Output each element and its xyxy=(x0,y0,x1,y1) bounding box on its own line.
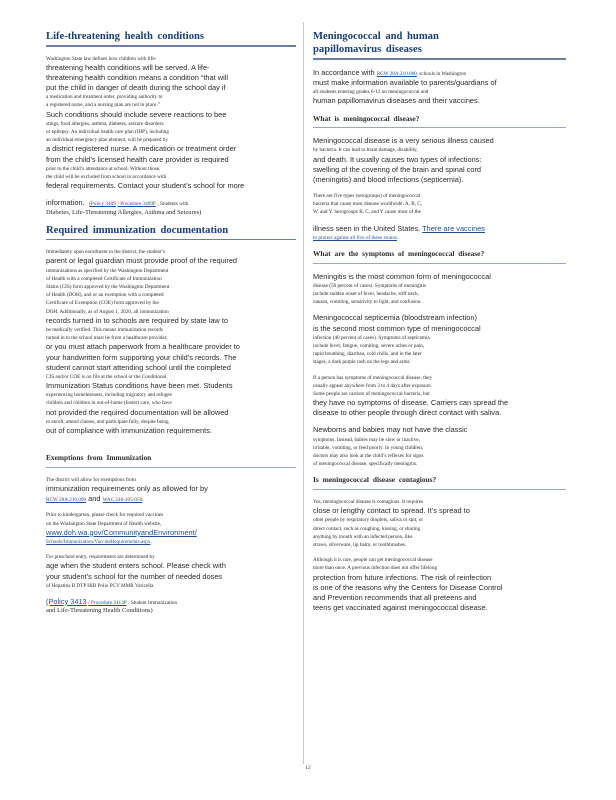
text-line: must make information available to parents/guardians of xyxy=(313,77,497,87)
preschool-policy-line xyxy=(46,597,296,607)
text-line: is the second most common type of meningococcal xyxy=(313,323,481,333)
symptoms-paragraph-3 xyxy=(313,374,566,419)
text-line: Immunization Status conditions have been met. Students xyxy=(46,381,233,391)
subsection-rule xyxy=(313,263,566,264)
policy-3409-link[interactable]: (Policy 3409 xyxy=(89,201,116,208)
text-line: and death. It usually causes two types of infections: xyxy=(313,154,482,164)
vaccine-website-line-1: Prior to kindergarten, please check for required vaccines xyxy=(46,512,164,519)
exemptions-line-2: immunization requirements only as allowed for by xyxy=(46,484,208,493)
paragraph-text xyxy=(313,78,566,107)
text-line: doctors may also look at the child’s reflexes for signs xyxy=(313,453,424,460)
text-line: your student’s school for the number of needed doses xyxy=(46,571,223,581)
text-line: Yes, meningococcal disease is contagious. It requires xyxy=(313,499,424,506)
text-line: records turned in to schools are required by state law to xyxy=(46,315,228,325)
text-line: disease (50 percent of cases). Symptoms of meningitis xyxy=(313,282,426,289)
text-line: immunizations as specified by the Washington Department xyxy=(46,267,169,274)
section-rule xyxy=(46,45,296,46)
text-line: threatening health condition means a condition “that will xyxy=(46,72,229,82)
section-rule xyxy=(313,58,566,59)
section-title-meningococcal-hpv: Meningococcal and human papillomavirus diseases xyxy=(313,31,439,56)
text-line: age when the student enters school. Please check with xyxy=(46,561,226,571)
text-line: swelling of the covering of the brain and spinal cord xyxy=(313,164,482,174)
text-line: There are five types (serogroups) of meningococcal xyxy=(313,193,421,200)
text-line: they have no symptoms of disease. Carriers can spread the xyxy=(313,398,509,408)
text-line: Meningitis is the most common form of meningococcal xyxy=(313,271,491,281)
procedure-3409p-link[interactable]: / Procedure 3409P xyxy=(117,201,156,208)
subsection-rule xyxy=(313,489,566,490)
text-line: of Hepatitis B DTP HIB Polio PCV MMR Varicella xyxy=(46,582,154,589)
text-line: out of compliance with immunization requirements. xyxy=(46,426,212,435)
paragraph-text xyxy=(313,498,566,549)
period: . xyxy=(142,497,144,504)
question-what-is-meningococcal: What is meningococcal disease? xyxy=(313,113,420,123)
section-title-life-threatening: Life-threatening health conditions xyxy=(46,31,205,42)
text-line: all students entering grades 6-12 on meningococcal and xyxy=(313,89,429,96)
vaccines-link-continued[interactable]: to protect against all five of these strains xyxy=(313,234,397,241)
text-line: the child will be excluded from school in accordance with xyxy=(46,173,167,180)
text-line: For preschool entry, requirements are determined by xyxy=(46,554,155,561)
vaccines-line xyxy=(313,224,566,242)
meningococcal-intro-rest xyxy=(313,78,566,107)
information-word: information. xyxy=(46,198,85,208)
text-line: from the child’s licensed health care provider is required xyxy=(46,154,229,164)
preschool-policy-title: and Life-Threatening Health Conditions) xyxy=(46,607,153,615)
preschool-paragraph xyxy=(46,553,296,590)
text-line: symptoms. Instead, babies may be slow or inactive, xyxy=(313,436,420,443)
life-threatening-policy-title: Diabetes, Life-Threatening Allergies, Asthma and Seizures) xyxy=(46,208,202,216)
exemptions-paragraph xyxy=(46,476,296,505)
text-line: Immediately upon enrollment in the district, the student’s xyxy=(46,249,166,256)
subsection-rule xyxy=(46,467,296,468)
rcw-28a-210-090-link[interactable]: RCW 28A.210.090 xyxy=(46,497,87,504)
vaccine-website-paragraph xyxy=(46,511,296,546)
question-contagious: Is meningococcal disease contagious? xyxy=(313,475,437,485)
left-column xyxy=(46,30,296,622)
column-divider xyxy=(303,22,304,764)
text-line: other people by respiratory droplets, saliva or spit, or xyxy=(313,517,424,524)
text-line: a registered nurse, and a nursing plan are not in place.” xyxy=(46,102,161,109)
text-line: Newborns and babies may not have the classic xyxy=(313,425,468,435)
text-line: protection from future infections. The risk of reinfection xyxy=(313,572,492,582)
text-line: of Health (DOH), and or an exemption with a completed xyxy=(46,292,164,299)
rcw-28a-210-080-link[interactable]: RCW 28A.210.080 xyxy=(376,70,417,77)
text-line: a district registered nurse. A medication or treatment order xyxy=(46,144,237,154)
life-threatening-paragraph xyxy=(46,55,296,192)
subsection-rule xyxy=(313,127,566,128)
text-line: or you must attach paperwork from a healthcare provider to xyxy=(46,342,240,352)
text-line: stings, food allergies, asthma, diabetes, seizure disorders xyxy=(46,120,164,127)
text-line: human papillomavirus diseases and their vaccines. xyxy=(313,96,480,106)
exemptions-line-1: The district will allow for exemptions from xyxy=(46,476,136,483)
paragraph-text xyxy=(313,556,566,613)
policy-3409-tail: , Students with xyxy=(157,201,189,208)
symptoms-paragraph-2 xyxy=(313,313,566,366)
text-line: disease to other people through direct contact with saliva. xyxy=(313,408,502,418)
text-line: be medically verified. This means immunization records xyxy=(46,326,164,333)
policy-3413-link[interactable]: (Policy 3413 xyxy=(46,596,87,606)
text-line: threatening health conditions will be served. A life- xyxy=(46,62,210,72)
meningococcal-intro-paragraph xyxy=(313,68,566,78)
text-line: Such conditions should include severe reactions to bee xyxy=(46,109,227,119)
subsection-title-exemptions: Exemptions from Immunization xyxy=(46,453,152,463)
contagious-paragraph-2 xyxy=(313,556,566,613)
text-line: nausea, vomiting, sensitivity to light, and confusion. xyxy=(313,299,422,306)
text-line: not provided the required documentation will be allowed xyxy=(46,407,229,417)
paragraph-text xyxy=(313,374,566,419)
text-line: a medication and treatment order, providing authority to xyxy=(46,94,163,101)
procedure-3413p-link[interactable]: / Procedure 3413P xyxy=(88,599,127,606)
paragraph-text xyxy=(313,272,566,307)
text-line: an individual emergency plan element, will be prepared by xyxy=(46,137,168,144)
text-line: is one of the reasons why the Centers for Disease Control xyxy=(313,582,503,592)
paragraph-text xyxy=(313,313,566,366)
contagious-paragraph-1 xyxy=(313,498,566,549)
text-line: and Prevention recommends that all preteens and xyxy=(313,592,477,602)
text-line: of meningococcal disease, specifically meningitis. xyxy=(313,461,418,468)
vaccines-link[interactable]: There are vaccines xyxy=(422,223,486,233)
paragraph-text xyxy=(46,248,296,436)
text-line: Certificate of Exemption (COE) form approved by the xyxy=(46,300,159,307)
text-line: DOH. Additionally, as of August 1, 2020, all immunization xyxy=(46,308,169,315)
wac-246-105-050-link[interactable]: WAC 246-105-050 xyxy=(102,497,143,504)
text-line: Although it is rare, people can get meningococcal disease xyxy=(313,557,433,564)
text-line: more than once. A previous infection does not offer lifelong xyxy=(313,565,438,572)
text-line: close or lengthy contact to spread. It’s spread to xyxy=(313,506,470,516)
text-line: W, and Y. Serogroups B, C, and Y cause most of the xyxy=(313,209,421,216)
text-line: include fever, fatigue, vomiting, severe aches or pain, xyxy=(313,342,425,349)
illness-seen-text: illness seen in the United States. xyxy=(313,223,423,233)
vaccine-website-line-2: on the Washington State Department of Health website, xyxy=(46,520,162,527)
symptoms-paragraph-4 xyxy=(313,425,566,468)
text-line: to enroll, attend classes, and participate fully, despite being xyxy=(46,418,169,425)
text-line: your handwritten form supporting your child’s records. The xyxy=(46,352,237,362)
section-title-immunization-documentation: Required immunization documentation xyxy=(46,224,229,236)
text-line: Some people are carriers of meningococcal bacteria, but xyxy=(313,390,430,397)
text-line: usually appear anywhere from 3 to 4 days after exposure. xyxy=(313,382,432,389)
text-line: federal requirements. Contact your student’s school for more xyxy=(46,181,245,191)
what-is-paragraph-2 xyxy=(313,192,566,217)
text-line: straws, silverware, lip balm, or toothbrushes. xyxy=(313,541,407,548)
doh-website-link[interactable]: www.doh.wa.gov/CommunityandEnvironment/ xyxy=(46,527,197,537)
life-threatening-policy-line xyxy=(46,198,296,208)
doh-website-link-continued[interactable]: Schools/Immunization/VaccineRequirements.aspx xyxy=(46,538,151,545)
text-line: (meningitis) and blood infections (septicemia). xyxy=(313,174,464,184)
text-line: infection (40 percent of cases). Symptoms of septicemia xyxy=(313,334,430,341)
text-line: Meningococcal disease is a very serious illness caused xyxy=(313,136,494,146)
text-line: stages, a dark purple rash on the legs and arms. xyxy=(313,359,411,366)
paragraph-text xyxy=(46,55,296,192)
immunization-documentation-paragraph xyxy=(46,248,296,436)
period: . xyxy=(396,234,399,241)
page-number: 12 xyxy=(305,765,311,771)
text-line: or epilepsy. An individual health care plan (IHP), including xyxy=(46,129,169,136)
text-line: Meningococcal septicemia (bloodstream infection) xyxy=(313,313,477,323)
paragraph-text xyxy=(313,192,566,217)
text-line: by bacteria. It can lead to brain damage, disability, xyxy=(313,147,418,154)
section-rule xyxy=(46,239,296,240)
text-line: experiencing homelessness, including migratory and refugee xyxy=(46,392,172,399)
paragraph-text xyxy=(46,553,296,590)
text-line: put the child in danger of death during the school day if xyxy=(46,83,226,93)
text-line: CIS and/or COE is on file at the school or the Conditional xyxy=(46,373,167,380)
text-line: bacteria that cause most disease worldwide: A, B, C, xyxy=(313,201,423,208)
paragraph-text xyxy=(313,136,566,185)
text-line: If a person has symptoms of meningococcal disease, they xyxy=(313,374,433,381)
text-line: direct contact, such as coughing, kissing, or sharing xyxy=(313,525,421,532)
text-line: turned in to the school must be from a healthcare provider, xyxy=(46,335,168,342)
text-line: Status (CIS) form approved by the Washington Department xyxy=(46,284,170,290)
text-line: of Health with a completed Certificate of Immunization xyxy=(46,275,162,282)
policy-3413-tail: , Student Immunization xyxy=(128,599,178,606)
text-line: parent or legal guardian must provide proof of the required xyxy=(46,256,238,266)
question-symptoms: What are the symptoms of meningococcal disease? xyxy=(313,249,485,259)
text-line: irritable, vomiting, or feed poorly. In young children, xyxy=(313,444,424,451)
symptoms-paragraph-1 xyxy=(313,272,566,307)
intro-tail: , schools in Washington xyxy=(416,70,467,77)
right-column xyxy=(313,30,566,620)
and-word: and xyxy=(86,494,103,504)
text-line: student cannot start attending school until the completed xyxy=(46,362,231,372)
text-line: prior to the child’s attendance at school. Without those, xyxy=(46,165,161,172)
text-line: include sudden onset of fever, headache, stiff neck, xyxy=(313,291,419,298)
text-line: Washington State law defines how children with life- xyxy=(46,55,157,62)
what-is-paragraph-1 xyxy=(313,136,566,185)
text-line: children and children in out-of-home (foster) care, who have xyxy=(46,400,172,407)
intro-lead: In accordance with xyxy=(313,67,377,77)
paragraph-text xyxy=(313,425,566,468)
period: . xyxy=(150,538,152,545)
text-line: rapid breathing, diarrhea, cold chills, and in the later xyxy=(313,351,422,358)
text-line: anything by mouth with an infected person, like xyxy=(313,533,413,540)
text-line: teens get vaccinated against meningococcal disease. xyxy=(313,603,488,613)
